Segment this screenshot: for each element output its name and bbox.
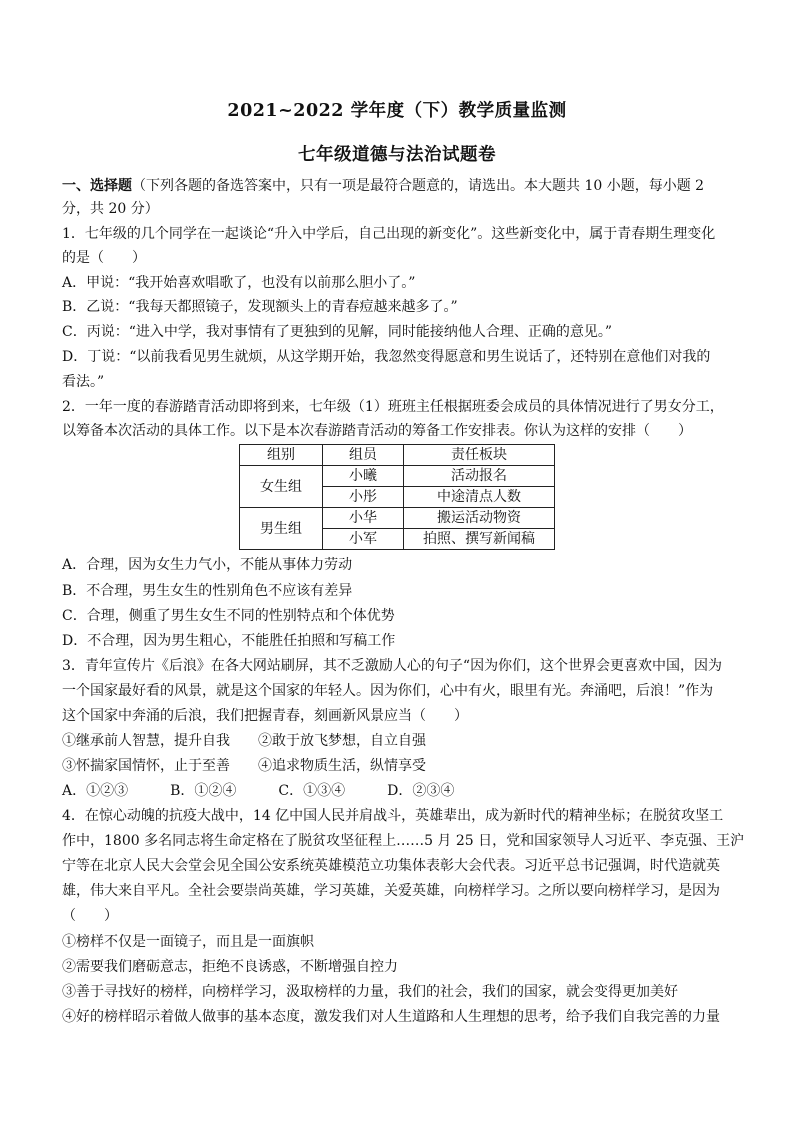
member-cell: 小曦 — [323, 466, 404, 487]
table-row — [240, 508, 555, 529]
q3-stem: 3．青年宣传片《后浪》在各大网站刷屏，其不乏激励人心的句子“因为你们，这个世界会更喜欢中国，因为 — [62, 658, 723, 674]
q1-option-a: A．甲说：“我开始喜欢唱歌了，也没有以前那么胆小了。” — [62, 275, 416, 291]
member-cell: 小军 — [323, 529, 404, 550]
q1-option-d-cont: 看法。” — [62, 374, 105, 390]
section1-desc-cont: 分，共 20 分） — [62, 201, 159, 217]
q4-stem-cont4: （ ） — [62, 908, 118, 924]
q3-stem-cont2: 这个国家中奔涌的后浪，我们把握青春，刻画新风景应当（ ） — [62, 708, 468, 724]
exam-subtitle: 七年级道德与法治试题卷 — [298, 145, 496, 165]
q4-statement-3: ③善于寻找好的榜样，向榜样学习，汲取榜样的力量，我们的社会，我们的国家，就会变得更加美好 — [62, 984, 678, 1000]
q4-stem-cont2: 宁等在北京人民大会堂会见全国公安系统英雄模范立功集体表彰大会代表。习近平总书记强调，时代造就英 — [62, 858, 720, 874]
section1-desc: （下列各题的备选答案中，只有一项是最符合题意的，请选出。本大题共 10 小题，每小题 2 — [132, 178, 705, 194]
q4-stem-cont: 作中，1800 多名同志将生命定格在了脱贫攻坚征程上……5 月 25 日，党和国家领导人习近平、李克强、王沪 — [62, 833, 745, 849]
member-cell: 小华 — [323, 508, 404, 529]
q1-stem: 1．七年级的几个同学在一起谈论“升入中学后，自己出现的新变化”。这些新变化中，属于青春期生理变化 — [62, 226, 716, 242]
section1-label: 一、选择题 — [62, 178, 132, 194]
q4-stem: 4．在惊心动魄的抗疫大战中，14 亿中国人民并肩战斗，英雄辈出，成为新时代的精神坐标；在脱贫攻坚工 — [62, 808, 724, 824]
q1-option-c: C．丙说：“进入中学，我对事情有了更独到的见解，同时能接纳他人合理、正确的意见。” — [62, 324, 613, 340]
q2-stem-cont: 以筹备本次活动的具体工作。以下是本次春游踏青活动的筹备工作安排表。你认为这样的安排（ ） — [62, 423, 692, 439]
q2-option-c: C．合理，侧重了男生女生不同的性别特点和个体优势 — [62, 608, 395, 624]
q4-stem-cont3: 雄，伟大来自平凡。全社会要崇尚英雄，学习英雄，关爱英雄，向榜样学习。之所以要向榜样学习，是因为 — [62, 883, 720, 899]
table-header-cell: 责任板块 — [404, 445, 555, 466]
group-female-cell: 女生组 — [240, 466, 323, 508]
duty-cell: 拍照、撰写新闻稿 — [404, 529, 555, 550]
table-header-cell: 组别 — [240, 445, 323, 466]
exam-title: 2021~2022 学年度（下）教学质量监测 — [227, 101, 567, 121]
q4-statement-2: ②需要我们磨砺意志，拒绝不良诱惑，不断增强自控力 — [62, 959, 398, 975]
duty-table — [239, 444, 555, 550]
q3-statements-row2: ③怀揣家国情怀，止于至善 ④追求物质生活，纵情享受 — [62, 758, 426, 774]
q2-option-d: D．不合理，因为男生粗心，不能胜任拍照和写稿工作 — [62, 633, 396, 649]
q1-stem-cont: 的是（ ） — [62, 250, 146, 266]
q2-stem: 2．一年一度的春游踏青活动即将到来，七年级（1）班班主任根据班委会成员的具体情况进行了男女分工， — [62, 399, 724, 415]
duty-cell: 中途清点人数 — [404, 487, 555, 508]
q2-option-a: A．合理，因为女生力气小，不能从事体力劳动 — [62, 557, 353, 573]
q4-statement-1: ①榜样不仅是一面镜子，而且是一面旗帜 — [62, 934, 314, 950]
table-header-row — [240, 445, 555, 466]
q3-stem-cont: 一个国家最好看的风景，就是这个国家的年轻人。因为你们，心中有火，眼里有光。奔涌吧，后浪！”作为 — [62, 683, 714, 699]
group-male-cell: 男生组 — [240, 508, 323, 550]
section1-header — [62, 176, 742, 196]
duty-cell: 搬运活动物资 — [404, 508, 555, 529]
member-cell: 小彤 — [323, 487, 404, 508]
table-row — [240, 466, 555, 487]
q2-option-b: B．不合理，男生女生的性别角色不应该有差异 — [62, 583, 353, 599]
q3-statements-row1: ①继承前人智慧，提升自我 ②敢于放飞梦想，自立自强 — [62, 733, 426, 749]
q4-statement-4: ④好的榜样昭示着做人做事的基本态度，激发我们对人生道路和人生理想的思考，给予我们自我完善的力量 — [62, 1009, 720, 1025]
q3-choices: A．①②③ B．①②④ C．①③④ D．②③④ — [62, 783, 455, 799]
duty-cell: 活动报名 — [404, 466, 555, 487]
table-header-cell: 组员 — [323, 445, 404, 466]
q1-option-d: D．丁说：“以前我看见男生就烦，从这学期开始，我忽然变得愿意和男生说话了，还特别在意他们对我的 — [62, 349, 711, 365]
q1-option-b: B．乙说：“我每天都照镜子，发现额头上的青春痘越来越多了。” — [62, 299, 458, 315]
